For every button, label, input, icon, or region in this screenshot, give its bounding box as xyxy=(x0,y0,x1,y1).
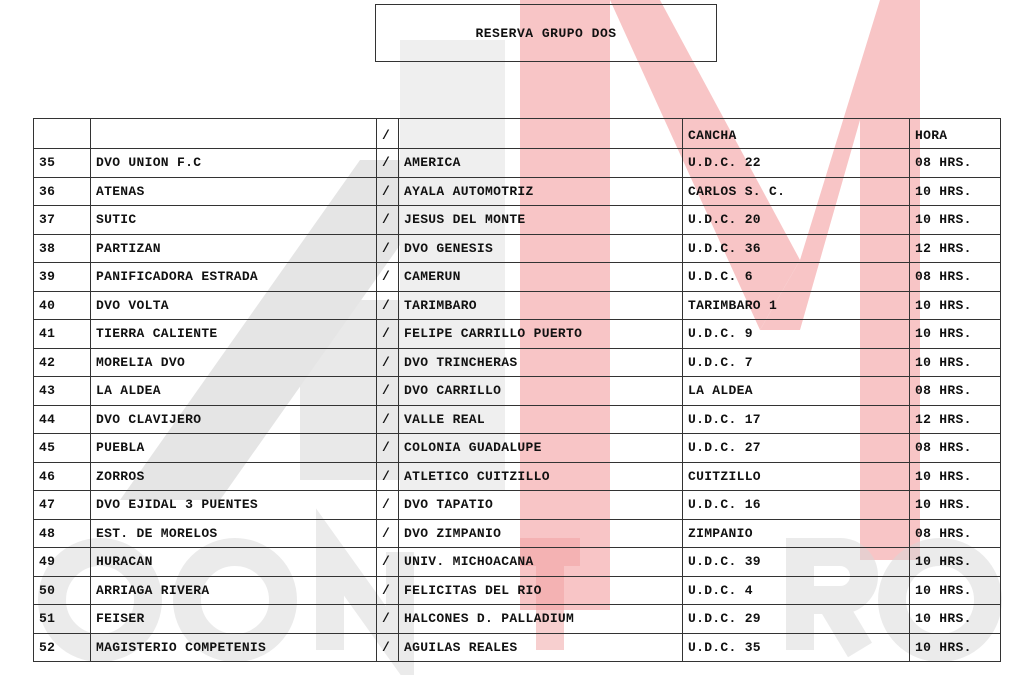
separator: / xyxy=(377,434,399,463)
separator: / xyxy=(377,234,399,263)
home-team: ARRIAGA RIVERA xyxy=(91,576,377,605)
home-team: PANIFICADORA ESTRADA xyxy=(91,263,377,292)
home-team: MORELIA DVO xyxy=(91,348,377,377)
table-row xyxy=(34,263,1001,292)
match-number: 46 xyxy=(34,462,91,491)
table-row xyxy=(34,405,1001,434)
separator: / xyxy=(377,405,399,434)
away-team: HALCONES D. PALLADIUM xyxy=(399,605,683,634)
cancha-venue: U.D.C. 6 xyxy=(683,263,910,292)
home-team: DVO UNION F.C xyxy=(91,149,377,178)
match-time: 10 HRS. xyxy=(910,576,1001,605)
table-row xyxy=(34,491,1001,520)
match-time: 10 HRS. xyxy=(910,548,1001,577)
match-number: 50 xyxy=(34,576,91,605)
match-time: 10 HRS. xyxy=(910,206,1001,235)
cancha-venue: U.D.C. 27 xyxy=(683,434,910,463)
match-number: 44 xyxy=(34,405,91,434)
cancha-venue: U.D.C. 35 xyxy=(683,633,910,662)
match-number: 42 xyxy=(34,348,91,377)
match-number: 36 xyxy=(34,177,91,206)
away-team: DVO TRINCHERAS xyxy=(399,348,683,377)
table-row xyxy=(34,177,1001,206)
table-row xyxy=(34,206,1001,235)
header-separator: / xyxy=(377,119,399,149)
away-team: JESUS DEL MONTE xyxy=(399,206,683,235)
home-team: FEISER xyxy=(91,605,377,634)
match-time: 10 HRS. xyxy=(910,633,1001,662)
table-row xyxy=(34,548,1001,577)
match-time: 10 HRS. xyxy=(910,462,1001,491)
away-team: DVO TAPATIO xyxy=(399,491,683,520)
match-number: 47 xyxy=(34,491,91,520)
away-team: FELICITAS DEL RIO xyxy=(399,576,683,605)
page-title: RESERVA GRUPO DOS xyxy=(375,4,717,62)
header-home xyxy=(91,119,377,149)
table-row xyxy=(34,320,1001,349)
table-row xyxy=(34,377,1001,406)
separator: / xyxy=(377,320,399,349)
header-num xyxy=(34,119,91,149)
match-time: 12 HRS. xyxy=(910,405,1001,434)
cancha-venue: U.D.C. 9 xyxy=(683,320,910,349)
home-team: DVO CLAVIJERO xyxy=(91,405,377,434)
match-time: 12 HRS. xyxy=(910,234,1001,263)
match-number: 40 xyxy=(34,291,91,320)
home-team: HURACAN xyxy=(91,548,377,577)
home-team: DVO EJIDAL 3 PUENTES xyxy=(91,491,377,520)
separator: / xyxy=(377,605,399,634)
match-number: 51 xyxy=(34,605,91,634)
away-team: AGUILAS REALES xyxy=(399,633,683,662)
cancha-venue: U.D.C. 4 xyxy=(683,576,910,605)
separator: / xyxy=(377,149,399,178)
away-team: CAMERUN xyxy=(399,263,683,292)
separator: / xyxy=(377,548,399,577)
table-row xyxy=(34,348,1001,377)
match-number: 38 xyxy=(34,234,91,263)
separator: / xyxy=(377,576,399,605)
away-team: DVO ZIMPANIO xyxy=(399,519,683,548)
match-time: 10 HRS. xyxy=(910,605,1001,634)
separator: / xyxy=(377,633,399,662)
match-number: 39 xyxy=(34,263,91,292)
home-team: ZORROS xyxy=(91,462,377,491)
header-hora: HORA xyxy=(910,119,1001,149)
match-number: 52 xyxy=(34,633,91,662)
home-team: PUEBLA xyxy=(91,434,377,463)
cancha-venue: U.D.C. 20 xyxy=(683,206,910,235)
cancha-venue: LA ALDEA xyxy=(683,377,910,406)
home-team: LA ALDEA xyxy=(91,377,377,406)
away-team: FELIPE CARRILLO PUERTO xyxy=(399,320,683,349)
away-team: DVO CARRILLO xyxy=(399,377,683,406)
header-away xyxy=(399,119,683,149)
away-team: AMERICA xyxy=(399,149,683,178)
cancha-venue: U.D.C. 29 xyxy=(683,605,910,634)
away-team: UNIV. MICHOACANA xyxy=(399,548,683,577)
cancha-venue: CUITZILLO xyxy=(683,462,910,491)
home-team: PARTIZAN xyxy=(91,234,377,263)
table-row xyxy=(34,149,1001,178)
separator: / xyxy=(377,206,399,235)
separator: / xyxy=(377,177,399,206)
separator: / xyxy=(377,462,399,491)
home-team: ATENAS xyxy=(91,177,377,206)
match-time: 08 HRS. xyxy=(910,149,1001,178)
home-team: DVO VOLTA xyxy=(91,291,377,320)
table-row xyxy=(34,605,1001,634)
match-number: 41 xyxy=(34,320,91,349)
match-time: 10 HRS. xyxy=(910,320,1001,349)
match-number: 43 xyxy=(34,377,91,406)
cancha-venue: CARLOS S. C. xyxy=(683,177,910,206)
table-row xyxy=(34,234,1001,263)
cancha-venue: ZIMPANIO xyxy=(683,519,910,548)
table-row xyxy=(34,462,1001,491)
separator: / xyxy=(377,377,399,406)
match-time: 08 HRS. xyxy=(910,263,1001,292)
match-time: 10 HRS. xyxy=(910,348,1001,377)
separator: / xyxy=(377,291,399,320)
separator: / xyxy=(377,491,399,520)
home-team: MAGISTERIO COMPETENIS xyxy=(91,633,377,662)
away-team: TARIMBARO xyxy=(399,291,683,320)
separator: / xyxy=(377,519,399,548)
table-row xyxy=(34,576,1001,605)
match-time: 08 HRS. xyxy=(910,377,1001,406)
cancha-venue: U.D.C. 7 xyxy=(683,348,910,377)
cancha-venue: TARIMBARO 1 xyxy=(683,291,910,320)
table-row xyxy=(34,519,1001,548)
match-number: 48 xyxy=(34,519,91,548)
home-team: EST. DE MORELOS xyxy=(91,519,377,548)
cancha-venue: U.D.C. 17 xyxy=(683,405,910,434)
table-row xyxy=(34,434,1001,463)
home-team: SUTIC xyxy=(91,206,377,235)
away-team: AYALA AUTOMOTRIZ xyxy=(399,177,683,206)
match-time: 10 HRS. xyxy=(910,291,1001,320)
away-team: DVO GENESIS xyxy=(399,234,683,263)
away-team: VALLE REAL xyxy=(399,405,683,434)
cancha-venue: U.D.C. 16 xyxy=(683,491,910,520)
match-time: 10 HRS. xyxy=(910,177,1001,206)
table-row xyxy=(34,291,1001,320)
away-team: ATLETICO CUITZILLO xyxy=(399,462,683,491)
fixtures-table xyxy=(33,118,1001,662)
match-number: 35 xyxy=(34,149,91,178)
match-time: 08 HRS. xyxy=(910,519,1001,548)
separator: / xyxy=(377,263,399,292)
away-team: COLONIA GUADALUPE xyxy=(399,434,683,463)
match-number: 49 xyxy=(34,548,91,577)
match-time: 10 HRS. xyxy=(910,491,1001,520)
cancha-venue: U.D.C. 39 xyxy=(683,548,910,577)
header-cancha: CANCHA xyxy=(683,119,910,149)
match-number: 37 xyxy=(34,206,91,235)
home-team: TIERRA CALIENTE xyxy=(91,320,377,349)
cancha-venue: U.D.C. 36 xyxy=(683,234,910,263)
table-row xyxy=(34,633,1001,662)
match-time: 08 HRS. xyxy=(910,434,1001,463)
match-number: 45 xyxy=(34,434,91,463)
separator: / xyxy=(377,348,399,377)
cancha-venue: U.D.C. 22 xyxy=(683,149,910,178)
table-header-row xyxy=(34,119,1001,149)
